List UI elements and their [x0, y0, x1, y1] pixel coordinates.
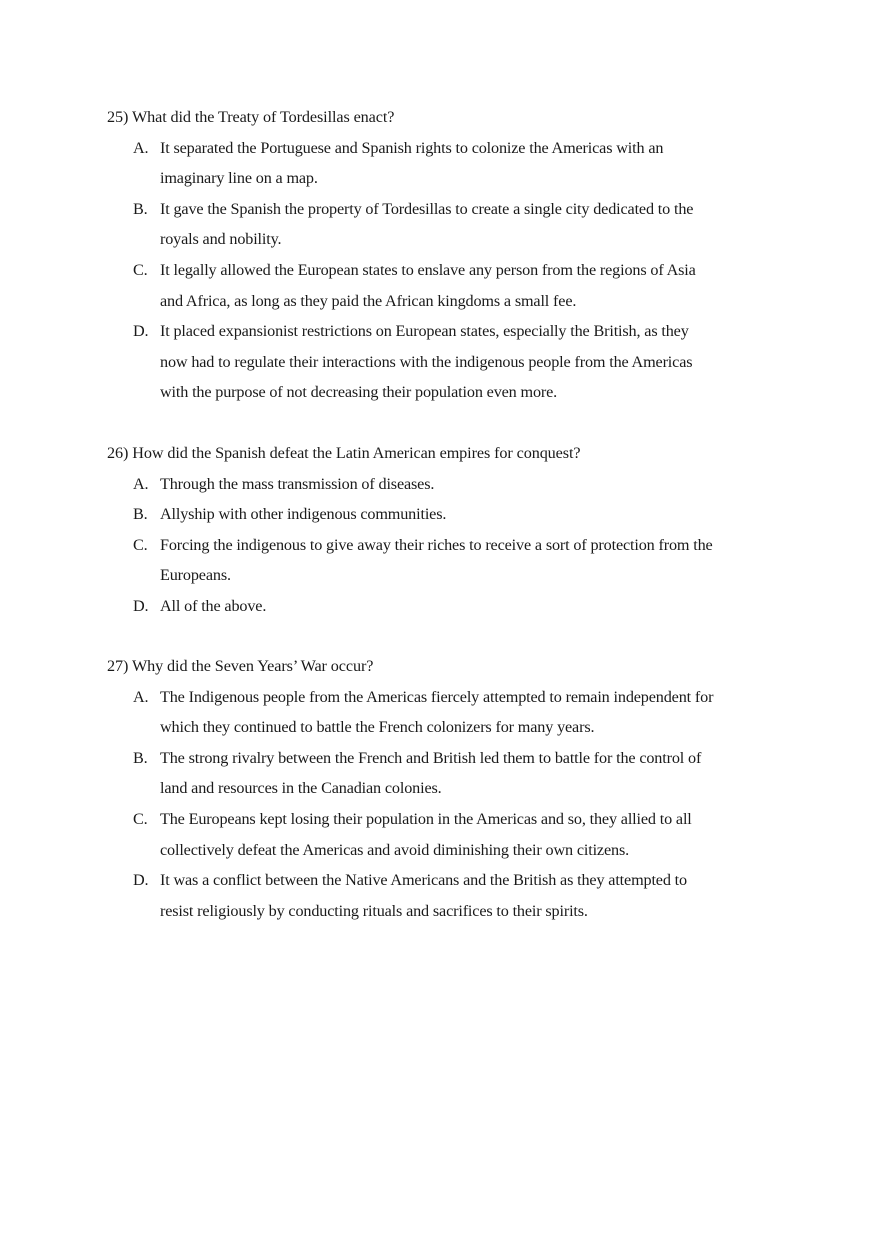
- option-text: It gave the Spanish the property of Tordesillas to create a single city dedicated to the: [160, 199, 694, 218]
- option-text: Through the mass transmission of diseases.: [160, 474, 435, 493]
- question-27: [107, 651, 787, 926]
- option-a: [107, 682, 775, 743]
- option-letter: C.: [133, 535, 148, 554]
- option-d: [107, 591, 775, 622]
- question-text: Why did the Seven Years’ War occur?: [131, 657, 374, 675]
- option-c: [107, 255, 775, 316]
- option-text: It placed expansionist restrictions on European states, especially the British, as they: [160, 322, 689, 341]
- option-letter: D.: [133, 322, 149, 341]
- question-number: 25): [107, 108, 129, 126]
- question-stem: [107, 438, 787, 469]
- option-text: imaginary line on a map.: [160, 169, 318, 188]
- option-text: land and resources in the Canadian colonies.: [160, 779, 442, 798]
- option-letter: C.: [133, 809, 148, 828]
- option-text: which they continued to battle the French colonizers for many years.: [160, 718, 595, 737]
- option-text: with the purpose of not decreasing their population even more.: [160, 383, 558, 402]
- option-c: [107, 530, 775, 591]
- question-stem: [107, 102, 787, 133]
- option-letter: C.: [133, 260, 148, 279]
- question-text: How did the Spanish defeat the Latin American empires for conquest?: [132, 444, 581, 462]
- option-c: [107, 804, 775, 865]
- question-text: What did the Treaty of Tordesillas enact?: [131, 108, 395, 126]
- option-text: Europeans.: [160, 566, 231, 585]
- option-letter: A.: [133, 138, 149, 157]
- option-text: royals and nobility.: [160, 230, 282, 249]
- option-letter: B.: [133, 748, 148, 767]
- question-25: [107, 102, 787, 408]
- option-letter: D.: [133, 596, 149, 615]
- option-text: It separated the Portuguese and Spanish rights to colonize the Americas with an: [160, 138, 664, 157]
- option-b: [107, 499, 775, 530]
- option-b: [107, 194, 775, 255]
- option-letter: A.: [133, 474, 149, 493]
- question-26: [107, 438, 787, 622]
- option-text: The Europeans kept losing their population in the Americas and so, they allied to all: [160, 809, 692, 828]
- option-letter: A.: [133, 687, 149, 706]
- option-letter: D.: [133, 871, 149, 890]
- option-letter: B.: [133, 199, 148, 218]
- option-a: [107, 469, 775, 500]
- option-letter: B.: [133, 505, 148, 524]
- option-d: [107, 316, 775, 408]
- option-text: Forcing the indigenous to give away their riches to receive a sort of protection from the: [160, 535, 713, 554]
- option-a: [107, 133, 775, 194]
- question-number: 26): [107, 444, 129, 462]
- option-text: resist religiously by conducting rituals and sacrifices to their spirits.: [160, 901, 588, 920]
- question-number: 27): [107, 657, 129, 675]
- option-text: All of the above.: [160, 596, 267, 615]
- option-text: collectively defeat the Americas and avoid diminishing their own citizens.: [160, 840, 629, 859]
- option-text: It legally allowed the European states to enslave any person from the regions of Asia: [160, 260, 696, 279]
- option-text: The strong rivalry between the French and British led them to battle for the control of: [160, 748, 702, 767]
- option-text: now had to regulate their interactions with the indigenous people from the Americas: [160, 352, 693, 371]
- option-b: [107, 743, 775, 804]
- option-d: [107, 865, 775, 926]
- option-text: The Indigenous people from the Americas fiercely attempted to remain independent for: [160, 687, 714, 706]
- option-text: Allyship with other indigenous communities.: [160, 505, 447, 524]
- option-text: and Africa, as long as they paid the African kingdoms a small fee.: [160, 291, 577, 310]
- option-text: It was a conflict between the Native Americans and the British as they attempted to: [160, 871, 687, 890]
- question-stem: [107, 651, 787, 682]
